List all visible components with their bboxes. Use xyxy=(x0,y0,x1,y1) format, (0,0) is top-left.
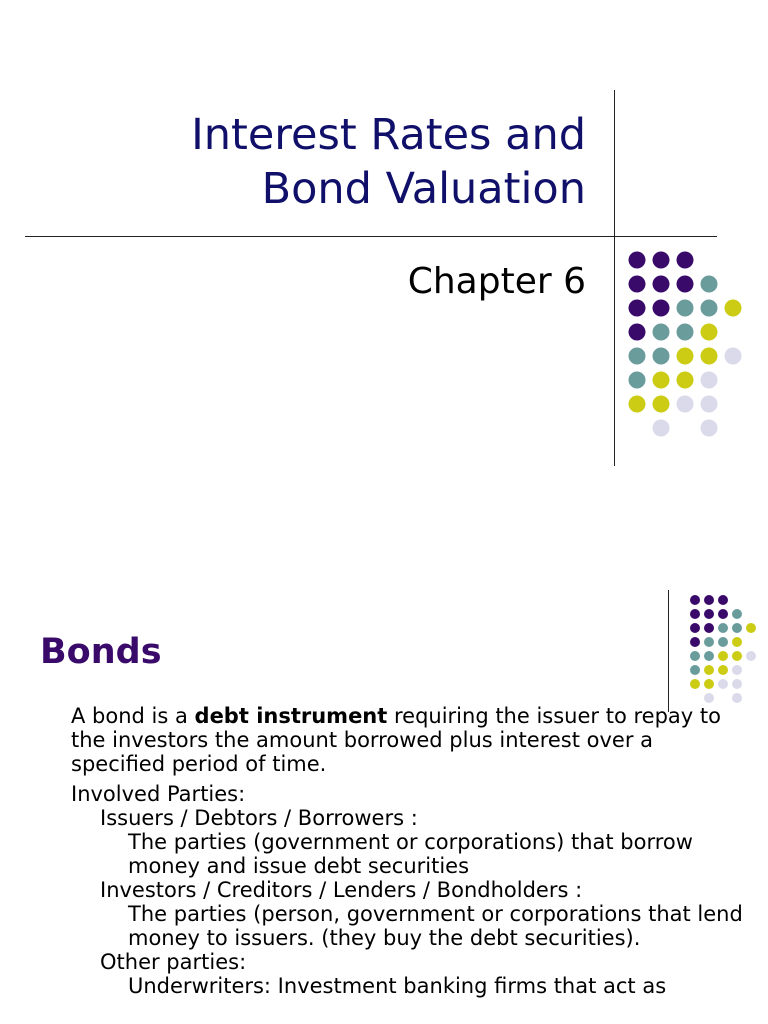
slide-body xyxy=(71,704,751,998)
vertical-divider xyxy=(614,90,615,466)
dot xyxy=(653,276,670,293)
dot xyxy=(701,396,718,413)
dot xyxy=(677,348,694,365)
dot xyxy=(704,609,714,619)
bond-definition xyxy=(71,704,751,776)
dot xyxy=(718,609,728,619)
dot xyxy=(690,665,700,675)
dot xyxy=(653,348,670,365)
vertical-divider xyxy=(668,590,669,712)
dot xyxy=(718,623,728,633)
dot xyxy=(704,693,714,703)
dot xyxy=(732,609,742,619)
dot xyxy=(725,300,742,317)
chapter-subtitle: Chapter 6 xyxy=(407,261,586,302)
dot xyxy=(677,372,694,389)
dot xyxy=(701,348,718,365)
dot xyxy=(629,396,646,413)
dot xyxy=(701,276,718,293)
dot xyxy=(704,595,714,605)
dot xyxy=(653,252,670,269)
dot-grid-icon xyxy=(683,588,753,698)
dot xyxy=(629,324,646,341)
dot xyxy=(718,665,728,675)
dot xyxy=(701,372,718,389)
dot xyxy=(704,665,714,675)
dot xyxy=(653,372,670,389)
dot xyxy=(746,623,756,633)
issuers-heading: Issuers / Debtors / Borrowers : xyxy=(100,806,418,830)
slide-title: Bonds xyxy=(40,632,162,672)
involved-parties-heading: Involved Parties: xyxy=(71,782,246,806)
dot xyxy=(677,396,694,413)
dot xyxy=(690,679,700,689)
dot xyxy=(732,693,742,703)
dot xyxy=(704,651,714,661)
dot xyxy=(701,300,718,317)
dot xyxy=(732,679,742,689)
dot xyxy=(718,651,728,661)
dot xyxy=(732,623,742,633)
dot xyxy=(629,372,646,389)
definition-emphasis: debt instrument xyxy=(194,704,388,728)
slide-title xyxy=(26,108,586,216)
dot xyxy=(718,595,728,605)
dot xyxy=(653,420,670,437)
investors-heading: Investors / Creditors / Lenders / Bondholders : xyxy=(100,878,583,902)
dot xyxy=(690,623,700,633)
dot xyxy=(725,348,742,365)
dot xyxy=(677,300,694,317)
bonds-slide xyxy=(0,560,768,1024)
underwriters-description: Underwriters: Investment banking firms that act as xyxy=(128,974,667,998)
title-line-2: Bond Valuation xyxy=(261,164,586,214)
issuers-description: The parties (government or corporations) that borrow money and issue debt securities xyxy=(128,830,693,878)
dot xyxy=(732,651,742,661)
dot xyxy=(701,420,718,437)
dot xyxy=(732,665,742,675)
dot xyxy=(629,252,646,269)
dot xyxy=(732,637,742,647)
dot xyxy=(718,637,728,647)
dot xyxy=(704,679,714,689)
dot xyxy=(653,324,670,341)
horizontal-divider xyxy=(25,236,717,237)
dot xyxy=(690,609,700,619)
dot xyxy=(677,276,694,293)
dot xyxy=(718,679,728,689)
dot xyxy=(653,300,670,317)
dot xyxy=(677,324,694,341)
dot xyxy=(690,651,700,661)
definition-text: A bond is a xyxy=(71,704,195,728)
dot xyxy=(653,396,670,413)
dot xyxy=(704,623,714,633)
definition-text-end: requiring the issuer to repay to the investors the amount borrowed plus interest over a specified period of time. xyxy=(71,704,721,776)
dot xyxy=(704,637,714,647)
dot xyxy=(629,300,646,317)
dot xyxy=(677,252,694,269)
dot xyxy=(629,348,646,365)
title-line-1: Interest Rates and xyxy=(191,110,586,160)
investors-description: The parties (person, government or corporations that lend money to issuers. (they buy the debt securities). xyxy=(128,902,743,950)
dot xyxy=(701,324,718,341)
dot-grid-icon xyxy=(625,248,745,438)
dot xyxy=(690,595,700,605)
dot xyxy=(746,651,756,661)
other-parties-heading: Other parties: xyxy=(100,950,247,974)
dot xyxy=(629,276,646,293)
dot xyxy=(690,637,700,647)
